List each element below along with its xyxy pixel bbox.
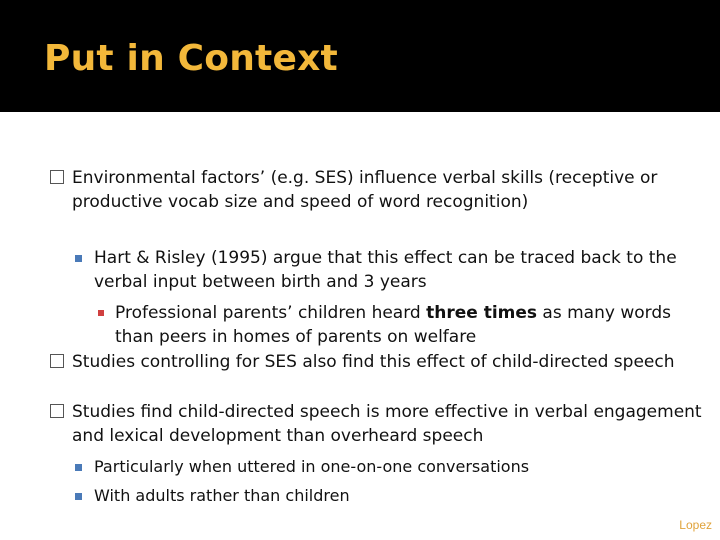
bullet-level3-text-part: as many words than peers in homes of parents on welfare [115,303,671,347]
bullet-level3-text-part: Professional parents’ children heard [115,303,427,323]
title-bar [0,0,720,112]
bullet-square-icon [75,493,82,500]
slide-title: Put in Context [44,38,338,79]
bullet-list [0,112,720,540]
bullet-square-icon [75,464,82,471]
bullet-level2-text: Hart & Risley (1995) argue that this effect can be traced back to the verbal input between birth and 3 years [94,248,677,292]
bullet-square-icon [75,255,82,262]
bullet-box-icon [50,170,64,184]
bullet-level1-text: Studies controlling for SES also find this effect of child-directed speech [72,352,675,372]
footer-author: Lopez [679,518,712,532]
slide-content [0,112,720,540]
bullet-small-square-icon [98,310,104,316]
bullet-level3-text [115,301,685,349]
bullet-level1-text: Studies find child-directed speech is more effective in verbal engagement and lexical development than overheard speech [72,402,702,446]
bullet-level1-text: Environmental factors’ (e.g. SES) influence verbal skills (receptive or productive vocab size and speed of word recognition) [72,168,658,212]
emphasis-text: three times [426,303,538,323]
bullet-level2-text: With adults rather than children [94,486,350,505]
bullet-level2-text: Particularly when uttered in one-on-one conversations [94,457,530,476]
bullet-box-icon [50,354,64,368]
bullet-box-icon [50,404,64,418]
